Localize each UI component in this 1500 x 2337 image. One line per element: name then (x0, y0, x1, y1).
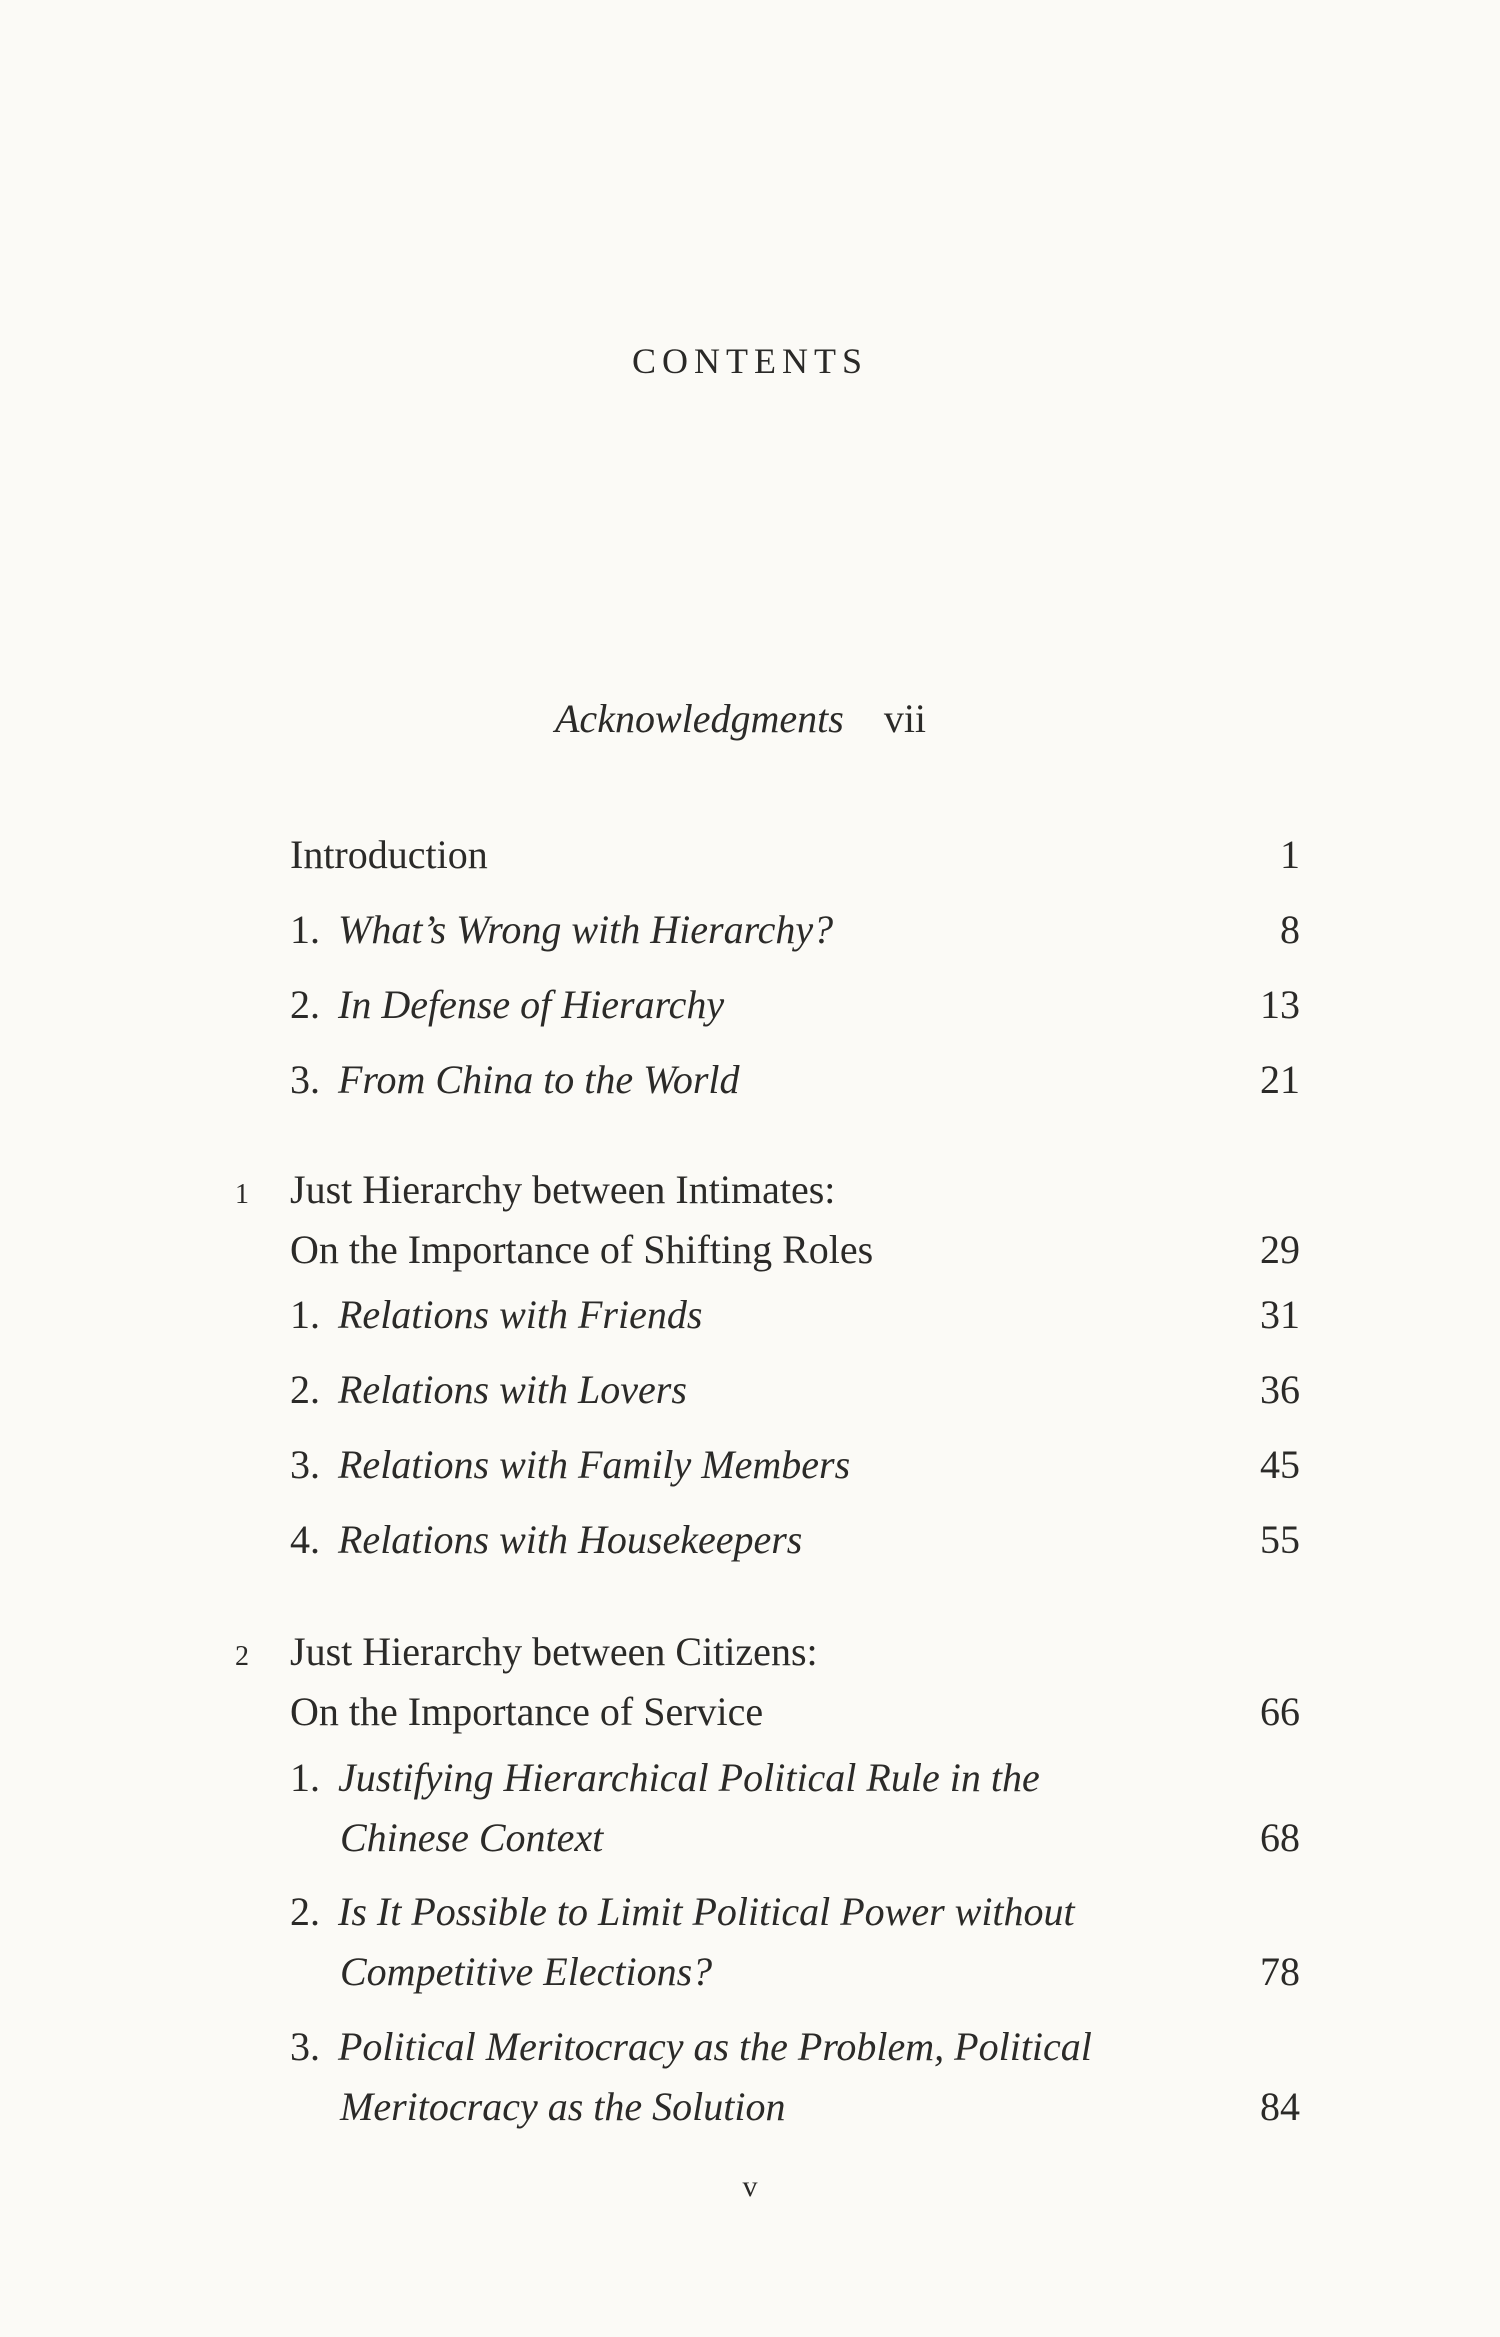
section-number: 3. (290, 1057, 320, 1102)
section-page: 55 (1260, 1517, 1300, 1562)
section-page: 13 (1260, 982, 1300, 1027)
section-page: 68 (1260, 1815, 1300, 1860)
chapter-number: 2 (235, 1641, 249, 1672)
toc-section (290, 1360, 1300, 1420)
section-title: In Defense of Hierarchy (338, 982, 725, 1027)
section-title: Relations with Family Members (338, 1442, 851, 1487)
toc-section (290, 1285, 1300, 1345)
acknowledgments-page: vii (883, 696, 927, 741)
chapter-title-line: Just Hierarchy between Intimates: (290, 1167, 836, 1212)
chapter-title-line: Just Hierarchy between Citizens: (290, 1629, 818, 1674)
contents-heading: CONTENTS (632, 341, 868, 381)
chapter-page: 29 (1260, 1227, 1300, 1272)
section-title: From China to the World (338, 1057, 740, 1102)
section-number: 3. (290, 2024, 320, 2069)
section-title-line: Competitive Elections? (340, 1949, 713, 1994)
toc-section (290, 2017, 1300, 2137)
section-title: Relations with Housekeepers (338, 1517, 803, 1562)
introduction-title: Introduction (290, 832, 488, 877)
section-title-line: Meritocracy as the Solution (340, 2084, 786, 2129)
toc-section (290, 975, 1300, 1035)
section-title-line: Chinese Context (340, 1815, 604, 1860)
chapter-title-line: On the Importance of Shifting Roles (290, 1227, 874, 1272)
section-number: 1. (290, 1755, 320, 1800)
section-page: 36 (1260, 1367, 1300, 1412)
section-number: 2. (290, 1889, 320, 1934)
toc-entry-chapter (290, 1160, 1300, 1280)
section-title: What’s Wrong with Hierarchy? (338, 907, 834, 952)
toc-entry-chapter (290, 1622, 1300, 1742)
section-number: 2. (290, 1367, 320, 1412)
toc-entry-introduction (290, 825, 1300, 885)
section-page: 31 (1260, 1292, 1300, 1337)
section-title-line: Justifying Hierarchical Political Rule in the (338, 1755, 1040, 1800)
section-title-line: Is It Possible to Limit Political Power without (338, 1889, 1075, 1934)
section-title: Relations with Friends (338, 1292, 703, 1337)
section-page: 84 (1260, 2084, 1300, 2129)
toc-section (290, 900, 1300, 960)
chapter-page: 66 (1260, 1689, 1300, 1734)
toc-section (290, 1748, 1300, 1868)
section-title: Relations with Lovers (338, 1367, 687, 1412)
section-number: 2. (290, 982, 320, 1027)
introduction-page: 1 (1280, 832, 1300, 877)
section-number: 1. (290, 907, 320, 952)
section-title-line: Political Meritocracy as the Problem, Political (338, 2024, 1092, 2069)
section-number: 4. (290, 1517, 320, 1562)
toc-section (290, 1510, 1300, 1570)
chapter-number: 1 (235, 1179, 249, 1210)
page-number: v (742, 2170, 758, 2203)
section-number: 3. (290, 1442, 320, 1487)
toc-section (290, 1050, 1300, 1110)
toc-entry-acknowledgments (555, 695, 926, 742)
section-page: 21 (1260, 1057, 1300, 1102)
section-page: 78 (1260, 1949, 1300, 1994)
section-number: 1. (290, 1292, 320, 1337)
section-page: 8 (1280, 907, 1300, 952)
toc-section (290, 1435, 1300, 1495)
toc-section (290, 1882, 1300, 2002)
chapter-title-line: On the Importance of Service (290, 1689, 764, 1734)
section-page: 45 (1260, 1442, 1300, 1487)
acknowledgments-label: Acknowledgments (555, 696, 844, 741)
